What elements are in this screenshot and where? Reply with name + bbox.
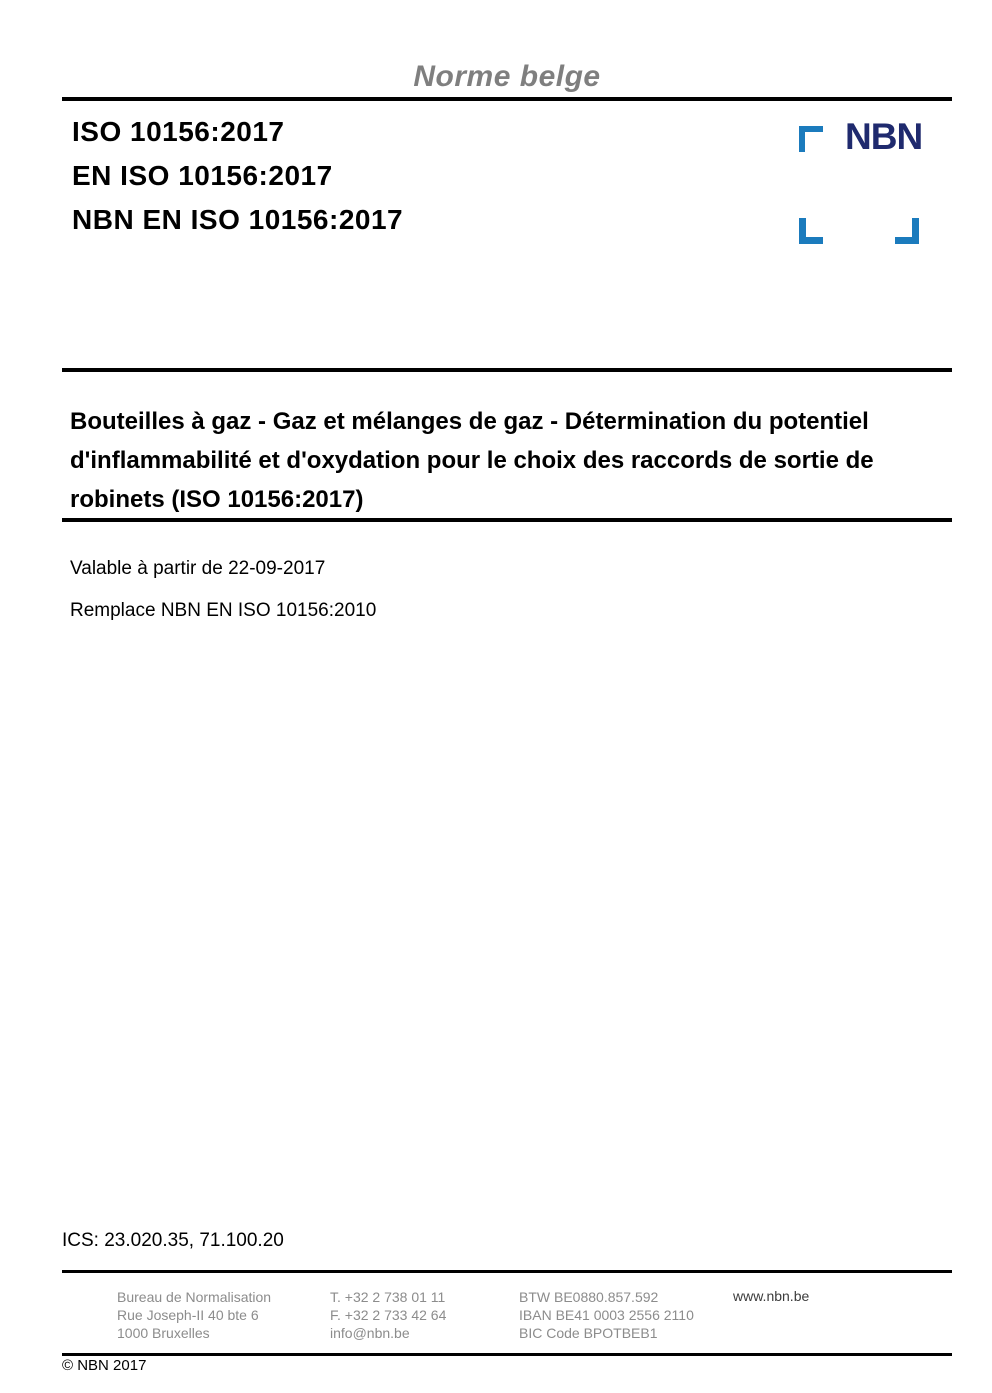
footer-city: 1000 Bruxelles bbox=[117, 1325, 210, 1341]
logo-corner-top-left-icon bbox=[799, 126, 823, 152]
footer-divider-top bbox=[62, 1270, 952, 1273]
footer-fax: F. +32 2 733 42 64 bbox=[330, 1307, 447, 1323]
standard-number-nbn-en-iso: NBN EN ISO 10156:2017 bbox=[72, 204, 404, 235]
logo-corner-bottom-left-icon bbox=[799, 218, 823, 244]
validity-date: Valable à partir de 22-09-2017 bbox=[70, 558, 326, 579]
document-title: Bouteilles à gaz - Gaz et mélanges de gaz - Détermination du potentiel d'inflammabilité et d'oxydation pour le choix des raccords de sortie de robinets (ISO 10156:2017) bbox=[70, 408, 874, 513]
footer-bic: BIC Code BPOTBEB1 bbox=[519, 1325, 658, 1341]
footer-address-column bbox=[117, 1288, 271, 1342]
footer-org-name: Bureau de Normalisation bbox=[117, 1289, 272, 1305]
copyright-notice: © NBN 2017 bbox=[62, 1357, 147, 1374]
title-divider-top bbox=[62, 368, 952, 372]
ics-codes: ICS: 23.020.35, 71.100.20 bbox=[62, 1230, 284, 1251]
footer-street: Rue Joseph-II 40 bte 6 bbox=[117, 1307, 259, 1323]
standard-number-en-iso: EN ISO 10156:2017 bbox=[72, 160, 333, 191]
header-divider bbox=[62, 97, 952, 101]
nbn-logo bbox=[797, 116, 925, 250]
footer-banking-column bbox=[519, 1288, 694, 1342]
standard-number-iso: ISO 10156:2017 bbox=[72, 116, 285, 147]
email-link[interactable]: info@nbn.be bbox=[330, 1325, 410, 1341]
footer-contact-column bbox=[330, 1288, 446, 1342]
copyright-divider bbox=[62, 1353, 952, 1356]
footer-phone: T. +32 2 738 01 11 bbox=[330, 1289, 446, 1305]
logo-corner-bottom-right-icon bbox=[895, 218, 919, 244]
replaces-note: Remplace NBN EN ISO 10156:2010 bbox=[70, 600, 377, 621]
document-kind-label: Norme belge bbox=[413, 60, 601, 93]
nbn-logo-wordmark: NBN bbox=[845, 116, 923, 157]
standard-numbers-block bbox=[72, 110, 403, 242]
footer-btw: BTW BE0880.857.592 bbox=[519, 1289, 659, 1305]
website-link[interactable]: www.nbn.be bbox=[733, 1288, 810, 1304]
footer-iban: IBAN BE41 0003 2556 2110 bbox=[519, 1307, 694, 1323]
title-divider-bottom bbox=[62, 518, 952, 522]
